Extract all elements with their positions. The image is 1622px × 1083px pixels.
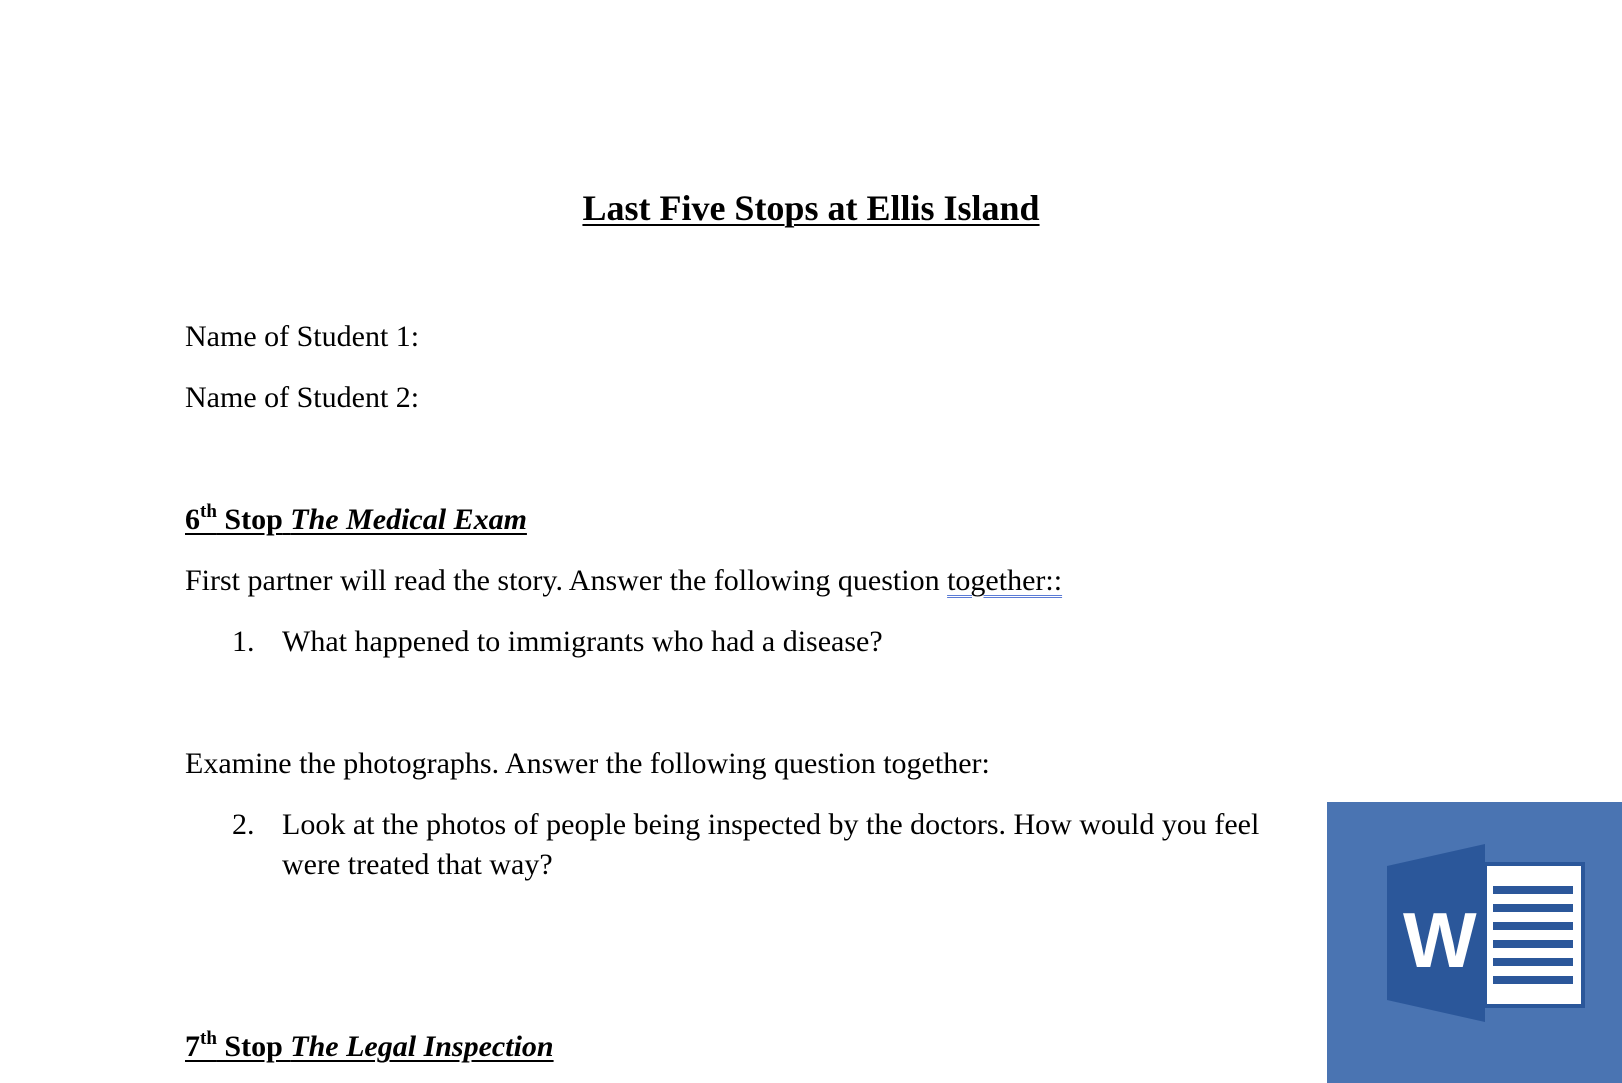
question-text: What happened to immigrants who had a disease? — [282, 625, 883, 658]
question-text-line-2: were treated that way? — [282, 848, 553, 881]
document-title: Last Five Stops at Ellis Island — [582, 188, 1040, 228]
word-letter: W — [1403, 896, 1477, 984]
instruction-read-story: First partner will read the story. Answer the following question together:: — [185, 564, 1063, 597]
word-doc-line — [1493, 886, 1573, 894]
word-doc-line — [1493, 904, 1573, 912]
microsoft-word-icon — [1327, 802, 1622, 1083]
instruction-examine-photos: Examine the photographs. Answer the following question together: — [185, 747, 990, 780]
word-logo-graphic — [1327, 802, 1622, 1083]
word-doc-line — [1493, 940, 1573, 948]
question-number: 1. — [232, 625, 255, 658]
grammar-flagged-word: together:: — [947, 564, 1063, 597]
word-doc-line — [1493, 958, 1573, 966]
word-doc-sheet — [1485, 864, 1583, 1006]
question-text-line-1: Look at the photos of people being inspected by the doctors. How would you feel — [282, 808, 1260, 841]
word-doc-line — [1493, 922, 1573, 930]
question-number: 2. — [232, 808, 255, 841]
stop-6-heading: 6th Stop The Medical Exam — [185, 501, 527, 536]
stop-7-heading: 7th Stop The Legal Inspection — [185, 1028, 554, 1063]
word-doc-line — [1493, 976, 1573, 984]
student-2-label: Name of Student 2: — [185, 381, 420, 414]
student-1-label: Name of Student 1: — [185, 320, 420, 353]
